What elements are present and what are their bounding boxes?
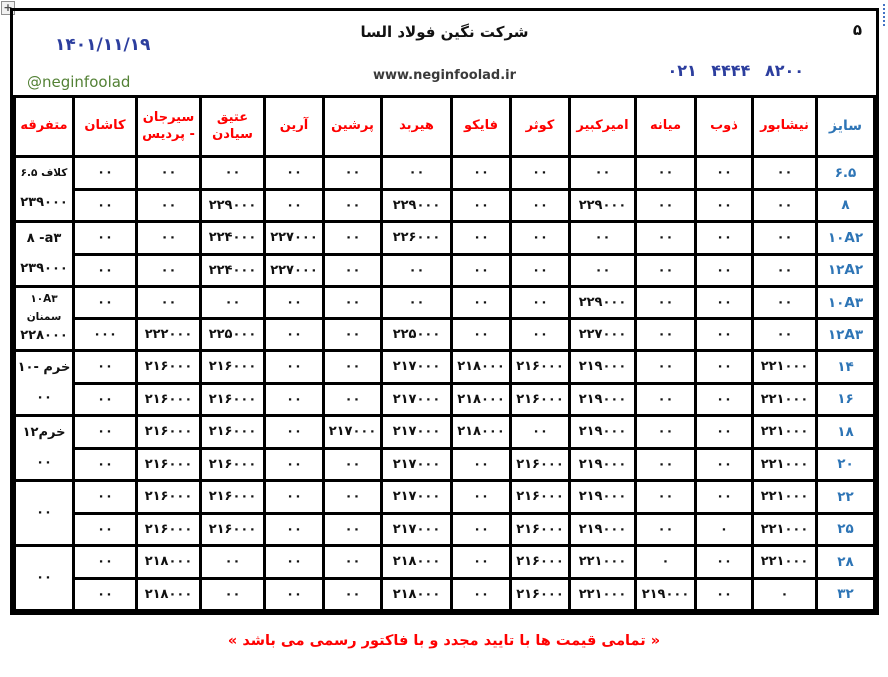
price-cell: ۰۰: [636, 157, 696, 190]
table-row: [15, 351, 875, 384]
price-cell: ۲۱۷۰۰۰: [324, 416, 382, 449]
price-cell: ۲۱۶۰۰۰: [201, 481, 265, 514]
column-header: کاشان: [74, 97, 137, 157]
price-cell: ۲۱۹۰۰۰: [570, 383, 636, 416]
price-cell: ۰۰: [74, 383, 137, 416]
sheet-header: [13, 11, 876, 95]
price-cell: ۲۲۱۰۰۰: [753, 448, 817, 481]
price-cell: ۰۰: [452, 189, 511, 222]
misc-line: ۲۳۹۰۰۰: [20, 194, 68, 210]
price-cell: ۲۱۶۰۰۰: [137, 383, 201, 416]
price-cell: ۰۰: [265, 157, 324, 190]
price-cell: ۰۰: [452, 578, 511, 611]
column-header: نیشابور: [753, 97, 817, 157]
table-body: [15, 157, 875, 611]
misc-cell: [15, 416, 74, 481]
price-cell: ۲۱۸۰۰۰: [137, 546, 201, 579]
price-cell: ۰۰: [265, 189, 324, 222]
price-cell: ۲۱۶۰۰۰: [137, 513, 201, 546]
price-cell: ۰۰: [636, 222, 696, 255]
misc-line: ۲۲۸۰۰۰: [20, 328, 68, 344]
misc-cell-content: [17, 224, 71, 284]
column-header: کوثر: [511, 97, 570, 157]
misc-line: کلاف ۶.۵: [20, 167, 68, 180]
price-cell: ۰۰: [636, 189, 696, 222]
table-row: [15, 513, 875, 546]
price-cell: ۲۱۷۰۰۰: [382, 416, 452, 449]
price-cell: ۰۰: [570, 222, 636, 255]
price-cell: ۲۱۷۰۰۰: [382, 513, 452, 546]
price-cell: ۲۱۶۰۰۰: [511, 481, 570, 514]
column-header: سیرجان - پردیس: [137, 97, 201, 157]
price-cell: ۲۲۹۰۰۰: [201, 189, 265, 222]
size-cell: ۶.۵: [817, 157, 875, 190]
misc-cell-content: [17, 483, 71, 543]
price-cell: ۲۱۶۰۰۰: [511, 513, 570, 546]
price-cell: ۰۰: [452, 287, 511, 319]
price-cell: ۰۰: [324, 222, 382, 255]
price-cell: ۲۲۶۰۰۰: [382, 222, 452, 255]
price-cell: ۰: [696, 513, 753, 546]
price-cell: ۰۰: [324, 513, 382, 546]
price-cell: ۰۰: [696, 383, 753, 416]
misc-cell-content: [17, 159, 71, 219]
price-cell: ۰۰: [511, 254, 570, 287]
price-cell: ۰۰: [696, 416, 753, 449]
price-cell: ۲۱۷۰۰۰: [382, 448, 452, 481]
table-row: [15, 383, 875, 416]
misc-cell-content: [17, 353, 71, 413]
price-cell: ۲۱۸۰۰۰: [452, 383, 511, 416]
price-cell: ۲۱۶۰۰۰: [511, 578, 570, 611]
price-cell: ۲۲۵۰۰۰: [382, 319, 452, 351]
size-cell: ۲۰: [817, 448, 875, 481]
price-cell: ۰۰: [201, 578, 265, 611]
size-cell: ۲۸: [817, 546, 875, 579]
price-cell: ۲۲۹۰۰۰: [570, 189, 636, 222]
price-cell: ۰۰: [324, 448, 382, 481]
price-cell: ۲۲۹۰۰۰: [570, 287, 636, 319]
table-row: [15, 222, 875, 255]
price-cell: ۰۰: [511, 157, 570, 190]
price-cell: ۲۲۱۰۰۰: [570, 546, 636, 579]
column-header-size: سایز: [817, 97, 875, 157]
price-cell: ۰۰: [452, 513, 511, 546]
misc-cell: [15, 481, 74, 546]
price-cell: ۲۱۸۰۰۰: [452, 351, 511, 384]
price-cell: ۰۰: [636, 287, 696, 319]
price-cell: ۰۰: [570, 157, 636, 190]
price-cell: ۰۰: [74, 513, 137, 546]
price-cell: ۰۰: [324, 157, 382, 190]
price-cell: ۲۱۶۰۰۰: [137, 416, 201, 449]
size-cell: ۲۵: [817, 513, 875, 546]
column-header: پرشین: [324, 97, 382, 157]
price-cell: ۰۰: [696, 546, 753, 579]
price-cell: ۰۰: [265, 351, 324, 384]
price-cell: ۲۱۹۰۰۰: [636, 578, 696, 611]
misc-line: خرم -۱۰: [17, 359, 71, 375]
price-table: [13, 95, 876, 612]
price-cell: ۰۰: [74, 222, 137, 255]
price-cell: ۰۰: [137, 254, 201, 287]
price-cell: ۰۰: [265, 319, 324, 351]
price-cell: ۰۰: [137, 157, 201, 190]
table-row: [15, 578, 875, 611]
price-cell: ۲۱۶۰۰۰: [511, 351, 570, 384]
price-cell: ۲۱۶۰۰۰: [201, 513, 265, 546]
price-cell: ۰۰: [74, 157, 137, 190]
table-row: [15, 319, 875, 351]
price-cell: ۰۰: [696, 578, 753, 611]
size-cell: ۱۶: [817, 383, 875, 416]
price-cell: ۰۰: [452, 481, 511, 514]
company-name: شرکت نگین فولاد السا: [360, 23, 529, 41]
price-cell: ۰۰: [201, 157, 265, 190]
misc-line: ۰۰: [36, 569, 52, 585]
price-cell: ۰۰: [753, 287, 817, 319]
price-cell: ۰۰: [511, 416, 570, 449]
price-cell: ۲۲۷۰۰۰: [265, 222, 324, 255]
table-row: [15, 254, 875, 287]
price-cell: ۲۲۱۰۰۰: [753, 513, 817, 546]
misc-cell: [15, 287, 74, 351]
size-cell: ۱۰A۲: [817, 222, 875, 255]
price-cell: ۰۰: [74, 416, 137, 449]
column-header: امیرکبیر: [570, 97, 636, 157]
price-cell: ۰۰: [324, 351, 382, 384]
price-cell: ۲۱۶۰۰۰: [511, 546, 570, 579]
price-cell: ۲۱۶۰۰۰: [511, 383, 570, 416]
misc-line: ۰۰: [36, 454, 52, 470]
price-cell: ۲۱۶۰۰۰: [201, 351, 265, 384]
size-cell: ۳۲: [817, 578, 875, 611]
price-cell: ۰۰: [265, 383, 324, 416]
price-cell: ۰۰: [324, 383, 382, 416]
phone-number: ۰۲۱ ۴۴۴۴ ۸۲۰۰: [667, 61, 804, 80]
price-sheet: [10, 8, 879, 615]
price-cell: ۲۱۶۰۰۰: [137, 481, 201, 514]
table-move-handle-icon[interactable]: +: [1, 1, 15, 15]
price-cell: ۲۲۷۰۰۰: [570, 319, 636, 351]
table-row: [15, 157, 875, 190]
size-cell: ۸: [817, 189, 875, 222]
price-cell: ۲۲۱۰۰۰: [570, 578, 636, 611]
price-cell: ۲۲۹۰۰۰: [382, 189, 452, 222]
price-cell: ۰۰: [753, 222, 817, 255]
price-cell: ۰۰: [570, 254, 636, 287]
column-header: هیربد: [382, 97, 452, 157]
price-cell: ۰۰: [201, 287, 265, 319]
price-cell: ۰۰: [382, 254, 452, 287]
price-cell: ۰۰۰: [74, 319, 137, 351]
misc-cell: [15, 546, 74, 611]
price-cell: ۰۰: [265, 448, 324, 481]
price-cell: ۰۰: [696, 287, 753, 319]
price-cell: ۰۰: [452, 448, 511, 481]
website-label: www.neginfoolad.ir: [372, 68, 517, 83]
price-cell: ۰۰: [753, 319, 817, 351]
price-cell: ۲۲۵۰۰۰: [201, 319, 265, 351]
size-cell: ۲۲: [817, 481, 875, 514]
price-cell: ۲۱۸۰۰۰: [382, 546, 452, 579]
price-cell: ۲۲۱۰۰۰: [753, 351, 817, 384]
price-cell: ۰۰: [137, 189, 201, 222]
price-cell: ۰۰: [696, 319, 753, 351]
price-cell: ۲۱۸۰۰۰: [452, 416, 511, 449]
column-header-misc: متفرقه: [15, 97, 74, 157]
misc-cell-content: [17, 290, 71, 348]
table-row: [15, 189, 875, 222]
table-row: [15, 416, 875, 449]
size-cell: ۱۲A۲: [817, 254, 875, 287]
price-cell: ۲۱۶۰۰۰: [137, 448, 201, 481]
column-header: فایکو: [452, 97, 511, 157]
price-cell: ۰۰: [74, 448, 137, 481]
price-cell: ۰۰: [696, 254, 753, 287]
table-row: [15, 546, 875, 579]
page-number: ۵: [852, 21, 862, 39]
misc-cell-content: [17, 548, 71, 608]
price-cell: ۰۰: [696, 481, 753, 514]
size-cell: ۱۴: [817, 351, 875, 384]
misc-cell-content: [17, 418, 71, 478]
price-cell: ۲۱۷۰۰۰: [382, 481, 452, 514]
price-cell: ۲۲۱۰۰۰: [753, 383, 817, 416]
price-cell: ۰۰: [324, 546, 382, 579]
price-cell: ۰۰: [382, 287, 452, 319]
size-cell: ۱۰A۳: [817, 287, 875, 319]
misc-cell: [15, 222, 74, 287]
price-cell: ۲۱۸۰۰۰: [137, 578, 201, 611]
size-cell: ۱۸: [817, 416, 875, 449]
price-cell: ۰۰: [452, 546, 511, 579]
price-cell: ۰۰: [265, 546, 324, 579]
price-cell: ۲۲۲۰۰۰: [137, 319, 201, 351]
price-cell: ۰۰: [265, 513, 324, 546]
price-cell: ۲۱۶۰۰۰: [511, 448, 570, 481]
price-cell: ۰۰: [511, 319, 570, 351]
table-row: [15, 448, 875, 481]
price-cell: ۰۰: [452, 319, 511, 351]
price-cell: ۰۰: [74, 189, 137, 222]
price-cell: ۲۱۹۰۰۰: [570, 448, 636, 481]
misc-line: ۱۰A۳: [30, 292, 58, 305]
table-head: [15, 97, 875, 157]
price-cell: ۰۰: [511, 222, 570, 255]
misc-cell: [15, 351, 74, 416]
price-cell: ۰۰: [636, 416, 696, 449]
table-row: [15, 287, 875, 319]
price-cell: ۰۰: [137, 287, 201, 319]
price-cell: ۰۰: [74, 254, 137, 287]
misc-line: ۸ -a۳: [26, 230, 62, 246]
column-header: میانه: [636, 97, 696, 157]
price-cell: ۲۲۷۰۰۰: [265, 254, 324, 287]
social-handle: @neginfoolad: [27, 73, 131, 91]
column-header: عتیق سیادن: [201, 97, 265, 157]
misc-cell: [15, 157, 74, 222]
price-cell: ۰۰: [324, 254, 382, 287]
price-cell: ۰: [753, 578, 817, 611]
price-cell: ۰۰: [636, 481, 696, 514]
size-cell: ۱۲A۳: [817, 319, 875, 351]
price-cell: ۲۲۱۰۰۰: [753, 546, 817, 579]
price-cell: ۰۰: [636, 319, 696, 351]
price-cell: ۰۰: [636, 351, 696, 384]
price-cell: ۰۰: [265, 416, 324, 449]
price-cell: ۰۰: [74, 578, 137, 611]
price-cell: ۲۱۹۰۰۰: [570, 351, 636, 384]
price-cell: ۰۰: [696, 448, 753, 481]
price-cell: ۲۱۸۰۰۰: [382, 578, 452, 611]
price-cell: ۲۱۶۰۰۰: [201, 448, 265, 481]
price-cell: ۰۰: [324, 287, 382, 319]
price-cell: ۲۲۱۰۰۰: [753, 481, 817, 514]
price-cell: ۲۲۴۰۰۰: [201, 222, 265, 255]
price-cell: ۰۰: [324, 578, 382, 611]
price-cell: ۰۰: [636, 254, 696, 287]
price-cell: ۲۱۷۰۰۰: [382, 351, 452, 384]
price-cell: ۰: [636, 546, 696, 579]
price-cell: ۲۱۶۰۰۰: [201, 383, 265, 416]
price-cell: ۰۰: [382, 157, 452, 190]
price-cell: ۲۱۷۰۰۰: [382, 383, 452, 416]
price-cell: ۰۰: [74, 481, 137, 514]
date-label: ۱۴۰۱/۱۱/۱۹: [55, 35, 151, 55]
price-cell: ۰۰: [696, 351, 753, 384]
price-cell: ۰۰: [636, 513, 696, 546]
price-cell: ۰۰: [452, 222, 511, 255]
price-cell: ۲۱۶۰۰۰: [137, 351, 201, 384]
price-cell: ۰۰: [511, 287, 570, 319]
price-cell: ۰۰: [201, 546, 265, 579]
price-cell: ۰۰: [265, 578, 324, 611]
misc-line: سمنان: [26, 311, 62, 324]
price-cell: ۰۰: [696, 189, 753, 222]
price-cell: ۰۰: [452, 157, 511, 190]
price-cell: ۰۰: [753, 157, 817, 190]
column-header: ذوب: [696, 97, 753, 157]
cursor-artifact: [883, 4, 885, 26]
price-cell: ۰۰: [324, 319, 382, 351]
price-cell: ۰۰: [753, 254, 817, 287]
price-cell: ۰۰: [324, 481, 382, 514]
misc-line: ۰۰: [36, 504, 52, 520]
misc-line: ۰۰: [36, 389, 52, 405]
price-cell: ۲۱۹۰۰۰: [570, 513, 636, 546]
price-cell: ۰۰: [696, 157, 753, 190]
misc-line: ۲۳۹۰۰۰: [20, 260, 68, 276]
price-cell: ۲۲۴۰۰۰: [201, 254, 265, 287]
price-cell: ۰۰: [753, 189, 817, 222]
misc-line: خرم۱۲: [22, 424, 66, 440]
price-cell: ۰۰: [74, 287, 137, 319]
price-cell: ۰۰: [74, 351, 137, 384]
price-cell: ۰۰: [265, 481, 324, 514]
price-cell: ۰۰: [324, 189, 382, 222]
price-cell: ۰۰: [636, 448, 696, 481]
price-cell: ۰۰: [74, 546, 137, 579]
price-cell: ۲۱۶۰۰۰: [201, 416, 265, 449]
column-header: آرین: [265, 97, 324, 157]
price-cell: ۰۰: [265, 287, 324, 319]
price-cell: ۲۲۱۰۰۰: [753, 416, 817, 449]
footer-note: « تمامی قیمت ها با تایید مجدد و با فاکتور رسمی می باشد »: [227, 633, 661, 649]
price-cell: ۰۰: [696, 222, 753, 255]
price-cell: ۲۱۹۰۰۰: [570, 416, 636, 449]
price-cell: ۰۰: [452, 254, 511, 287]
price-cell: ۰۰: [511, 189, 570, 222]
table-row: [15, 481, 875, 514]
price-cell: ۰۰: [137, 222, 201, 255]
price-cell: ۰۰: [636, 383, 696, 416]
price-cell: ۲۱۹۰۰۰: [570, 481, 636, 514]
